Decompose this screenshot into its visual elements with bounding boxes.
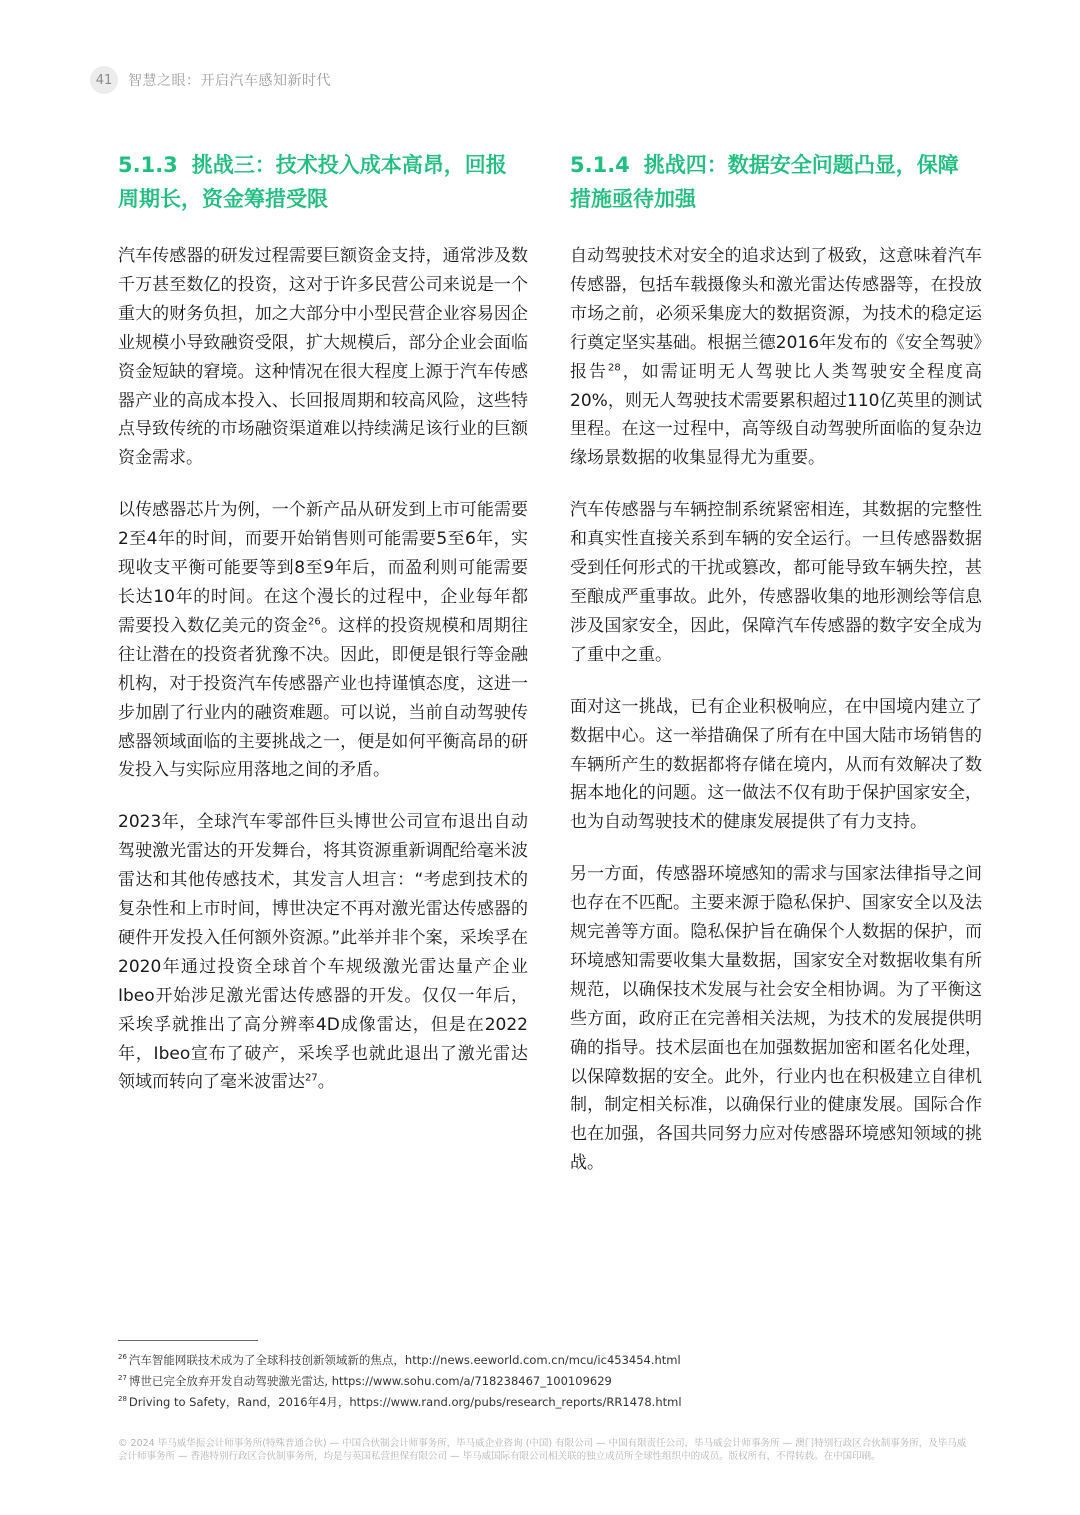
- paragraph: 2023年，全球汽车零部件巨头博世公司宣布退出自动驾驶激光雷达的开发舞台，将其资源重新调配给毫米波雷达和其他传感技术，其发言人坦言：“考虑到技术的复杂性和上市时间，博世决定不再对激光雷达传感器的硬件开发投入任何额外资源。”此举并非个案，采埃孚在2020年通过投资全球首个车规级激光雷达量产企业Ibeo开始涉足激光雷达传感器的开发。仅仅一年后，采埃孚就推出了高分辨率4D成像雷达，但是在2022年，Ibeo宣布了破产，采埃孚也就此退出了激光雷达领域而转向了毫米波雷达$^{27}$。: [118, 812, 528, 1093]
- footnote: $^{26}$ 汽车智能网联技术成为了全球科技创新领域新的焦点，http://news.eeworld.com.cn/mcu/ic453454.html: [118, 1352, 681, 1367]
- footnotes: [118, 1348, 1018, 1410]
- section-title-5-1-3: [118, 148, 528, 216]
- right-column: [570, 148, 982, 1201]
- paragraph: 面对这一挑战，已有企业积极响应，在中国境内建立了数据中心。这一举措确保了所有在中国大陆市场销售的车辆所产生的数据都将存储在境内，从而有效解决了数据本地化的问题。这一做法不仅有助于保护国家安全，也为自动驾驶技术的健康发展提供了有力支持。: [570, 696, 982, 833]
- footnote-ref: 26: [308, 616, 321, 628]
- paragraph: 自动驾驶技术对安全的追求达到了极致，这意味着汽车传感器，包括车载摄像头和激光雷达传感器等，在投放市场之前，必须采集庞大的数据资源，为技术的稳定运行奠定坚实基础。根据兰德2016年发布的《安全驾驶》报告$^{28}$，如需证明无人驾驶比人类驾驶安全程度高20%，则无人驾驶技术需要累积超过110亿英里的测试里程。在这一过程中，高等级自动驾驶所面临的复杂边缘场景数据的收集显得尤为重要。: [570, 246, 983, 469]
- paragraph: 另一方面，传感器环境感知的需求与国家法律指导之间也存在不匹配。主要来源于隐私保护、国家安全以及法规完善等方面。隐私保护旨在确保个人数据的保护，而环境感知需要收集大量数据，国家安全对数据收集有所规范，以确保技术发展与社会安全相协调。为了平衡这些方面，政府正在完善相关法规，为技术的发展提供明确的指导。技术层面也在加强数据加密和匿名化处理，以保障数据的安全。此外，行业内也在积极建立自律机制，制定相关标准，以确保行业的健康发展。国际合作也在加强，各国共同努力应对传感器环境感知领域的挑战。: [570, 864, 982, 1174]
- paragraph: 汽车传感器的研发过程需要巨额资金支持，通常涉及数千万甚至数亿的投资，这对于许多民营公司来说是一个重大的财务负担，加之大部分中小型民营企业容易因企业规模小导致融资受限，扩大规模后，部分企业会面临资金短缺的窘境。这种情况在很大程度上源于汽车传感器产业的高成本投入、长回报周期和较高风险，这些特点导致传统的市场融资渠道难以持续满足该行业的巨额资金需求。: [118, 246, 528, 469]
- footnote-ref: 27: [305, 1072, 318, 1084]
- footnote: $^{28}$ Driving to Safety，Rand，2016年4月，https://www.rand.org/pubs/research_reports/RR1478.html: [118, 1394, 682, 1409]
- footnote: $^{27}$ 博世已完全放弃开发自动驾驶激光雷达, https://www.sohu.com/a/718238467_100109629: [118, 1373, 612, 1388]
- page-header: [90, 66, 331, 94]
- paragraph: 汽车传感器与车辆控制系统紧密相连，其数据的完整性和真实性直接关系到车辆的安全运行。一旦传感器数据受到任何形式的干扰或篡改，都可能导致车辆失控，甚至酿成严重事故。此外，传感器收集的地形测绘等信息涉及国家安全，因此，保障汽车传感器的数字安全成为了重中之重。: [570, 500, 982, 665]
- section-number: 5.1.4: [570, 153, 630, 177]
- left-column: [118, 148, 528, 1120]
- paragraph: 以传感器芯片为例，一个新产品从研发到上市可能需要2至4年的时间，而要开始销售则可能需要5至6年，实现收支平衡可能要等到8至9年后，而盈利则可能需要长达10年的时间。在这个漫长的过程中，企业每年都需要投入数亿美元的资金$^{26}$。这样的投资规模和周期往往让潜在的投资者犹豫不决。因此，即便是银行等金融机构，对于投资汽车传感器产业也持谨慎态度，这进一步加剧了行业内的融资难题。可以说，当前自动驾驶传感器领域面临的主要挑战之一，便是如何平衡高昂的研发投入与实际应用落地之间的矛盾。: [118, 500, 529, 781]
- footnote-divider: [118, 1340, 258, 1341]
- page-number: 41: [90, 66, 118, 94]
- section-title-line2: 周期长，资金筹措受限: [118, 187, 328, 211]
- footnote-ref: 28: [608, 361, 621, 373]
- section-title-line1: 挑战三：技术投入成本高昂，回报: [191, 153, 507, 177]
- section-title-line2: 措施亟待加强: [570, 187, 696, 211]
- section-number: 5.1.3: [118, 153, 178, 177]
- section-title-line1: 挑战四：数据安全问题凸显，保障: [643, 153, 959, 177]
- copyright-notice: © 2024 毕马威华振会计师事务所(特殊普通合伙) — 中国合伙制会计师事务所，毕马威企业咨询 (中国) 有限公司 — 中国有限责任公司，毕马威会计师事务所 — 澳门特别行政区合伙制事务所，及毕马威会计师事务所 — 香港特别行政区合伙制事务所，均是与英国私营担保有限公司 — 毕马威国际有限公司相关联的独立成员所全球性组织中的成员。版权所有，不得转载。在中国印刷。: [118, 1438, 967, 1462]
- running-title: 智慧之眼：开启汽车感知新时代: [128, 73, 331, 89]
- section-title-5-1-4: [570, 148, 982, 216]
